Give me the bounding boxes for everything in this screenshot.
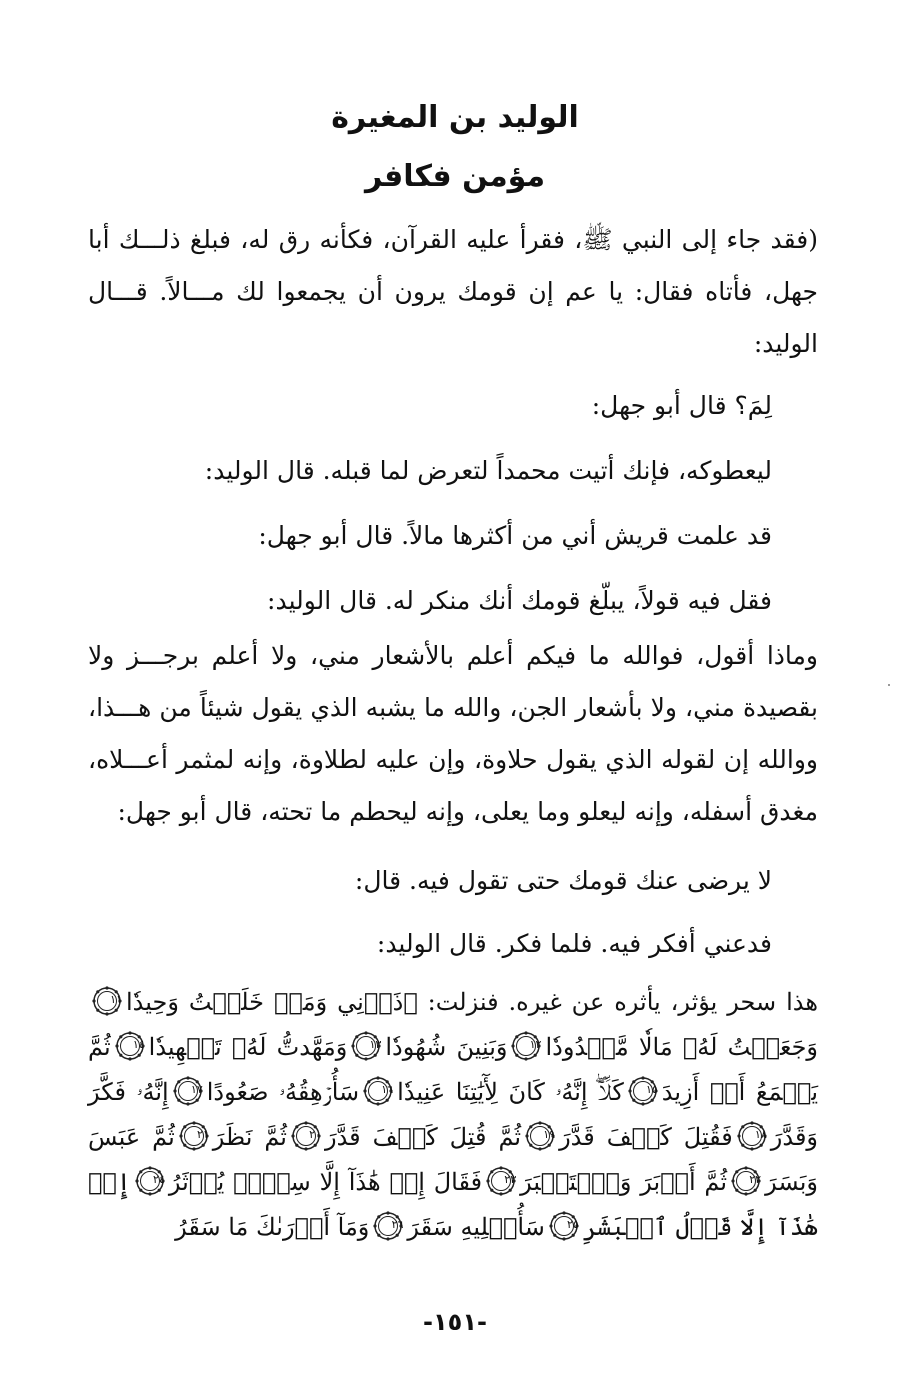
verse-number-ornament-icon [525,1121,555,1151]
verse-number-ornament-icon [135,1166,165,1196]
chapter-title: الوليد بن المغيرة [331,100,579,135]
verse-number: ٢٥ [566,1218,579,1231]
verse-number-ornament-icon [173,1076,203,1106]
quran-intro: هذا سحر يؤثر، يأثره عن غيره. فنزلت: ﴿ [403,988,818,1016]
verse-number: ١٦ [381,1083,394,1096]
quran-verse-text: كَلَّآۖ إِنَّهُۥ كَانَ لِأٓيَٰتِنَا عَنِيدٗا [397,1078,624,1106]
verse-number-ornament-icon [486,1166,516,1196]
verse-number: ١٢ [529,1038,542,1051]
quran-passage [88,980,818,1250]
verse-number: ١٥ [645,1083,658,1096]
verse-number: ١٣ [369,1038,382,1051]
quran-verse-text: وَمَآ أَدۡرَىٰكَ مَا سَقَرُ [175,1213,370,1241]
quran-verse-text: ثُمَّ يَطۡمَعُ أَنۡ أَزِيدَ [88,1033,818,1106]
quran-verse-text: إِنَّهُۥ فَكَّرَ وَقَدَّرَ [88,1078,818,1151]
page-number: -١٥١- [423,1308,487,1336]
verse-number-ornament-icon [549,1211,579,1241]
quran-verse-text: إِنۡ هَٰذَآ إِلَّا قَوۡلُ ٱلۡبَشَرِ [88,1168,818,1241]
verse-number-ornament-icon [373,1211,403,1241]
verse-number-ornament-icon [92,986,122,1016]
quran-verse-text: ثُمَّ نَظَرَ [212,1123,287,1151]
quran-verse-text: ثُمَّ عَبَسَ وَبَسَرَ [88,1123,818,1196]
verse-number-ornament-icon [628,1076,658,1106]
paragraph-speech: وماذا أقول، فوالله ما فيكم أعلم بالأشعار مني، ولا أعلم برجـــز ولا بقصيدة مني، ولا بأشعار الجن، والله ما يشبه الذي يقول شيئاً من هـــذا، ووالله إن لقوله الذي يقول حلاوة، وإن عليه لطلاوة، وإنه لمثمر أعـــلاه، مغدق أسفله، وإنه ليعلو وما يعلى، وإنه ليحطم ما تحته، قال أبو جهل: [88,641,818,826]
verse-number: ٢٤ [153,1173,165,1186]
quran-verse-text: وَمَهَّدتُّ لَهُۥ تَمۡهِيدٗا [148,1033,348,1061]
quran-verse-text: وَبَنِينَ شُهُودٗا [385,1033,508,1061]
dialogue-line: ليعطوكه، فإنك أتيت محمداً لتعرض لما قبله. قال الوليد: [204,456,772,485]
verse-number: ١٨ [754,1128,767,1141]
quran-verse-text: سَأُصۡلِيهِ سَقَرَ [407,1213,545,1241]
quran-verse-text: فَقَالَ إِنۡ هَٰذَآ إِلَّا سِحۡرٞ يُؤۡثَرُ [168,1168,483,1196]
verse-number-ornament-icon [737,1121,767,1151]
verse-number: ٢١ [196,1128,209,1141]
dialogue-line: لِمَ؟ قال أبو جهل: [591,391,772,420]
verse-number-ornament-icon [351,1031,381,1061]
quran-verse-text: ذَرۡنِي وَمَنۡ خَلَقۡتُ وَحِيدٗا [126,988,404,1016]
margin-mark [888,684,890,686]
verse-number: ٢٠ [309,1128,321,1141]
verse-number: ٢٣ [504,1173,517,1186]
verse-number-ornament-icon [731,1166,761,1196]
verse-number-ornament-icon [115,1031,145,1061]
quran-verse-text: ثُمَّ قُتِلَ كَيۡفَ قَدَّرَ [324,1123,522,1151]
dialogue-line: قد علمت قريش أني من أكثرها مالاً. قال أبو جهل: [258,521,772,550]
paragraph-intro: (فقد جاء إلى النبي ﷺ، فقرأ عليه القرآن، فكأنه رق له، فبلغ ذلـــك أبا جهل، فأتاه فقال: يا عم إن قومك يرون أن يجمعوا لك مـــالاً. قـــال الوليد: [88,225,818,358]
chapter-subtitle: مؤمن فكافر [364,159,546,194]
verse-number: ١١ [110,993,122,1006]
verse-number: ٢٦ [391,1218,404,1231]
verse-number: ١٧ [190,1083,203,1096]
verse-number-ornament-icon [363,1076,393,1106]
dialogue-line: لا يرضى عنك قومك حتى تقول فيه. قال: [354,866,772,895]
dialogue-line: فقل فيه قولاً، يبلّغ قومك أنك منكر له. قال الوليد: [267,586,772,615]
verse-number-ornament-icon [179,1121,209,1151]
quran-verse-text: ثُمَّ أَدۡبَرَ وَٱسۡتَكۡبَرَ [520,1168,728,1196]
quran-verse-text: وَجَعَلۡتُ لَهُۥ مَالٗا مَّمۡدُودٗا [545,1033,819,1061]
quran-verses [88,988,818,1241]
quran-verse-text: فَقُتِلَ كَيۡفَ قَدَّرَ [559,1123,733,1151]
verse-number: ١٩ [543,1128,556,1141]
verse-number: ٢٢ [749,1173,762,1186]
quran-verse-text: سَأُرۡهِقُهُۥ صَعُودًا [206,1078,360,1106]
verse-number-ornament-icon [291,1121,321,1151]
dialogue-line: فدعني أفكر فيه. فلما فكر. قال الوليد: [376,929,772,958]
verse-number: ١٤ [132,1038,145,1051]
verse-number-ornament-icon [511,1031,541,1061]
